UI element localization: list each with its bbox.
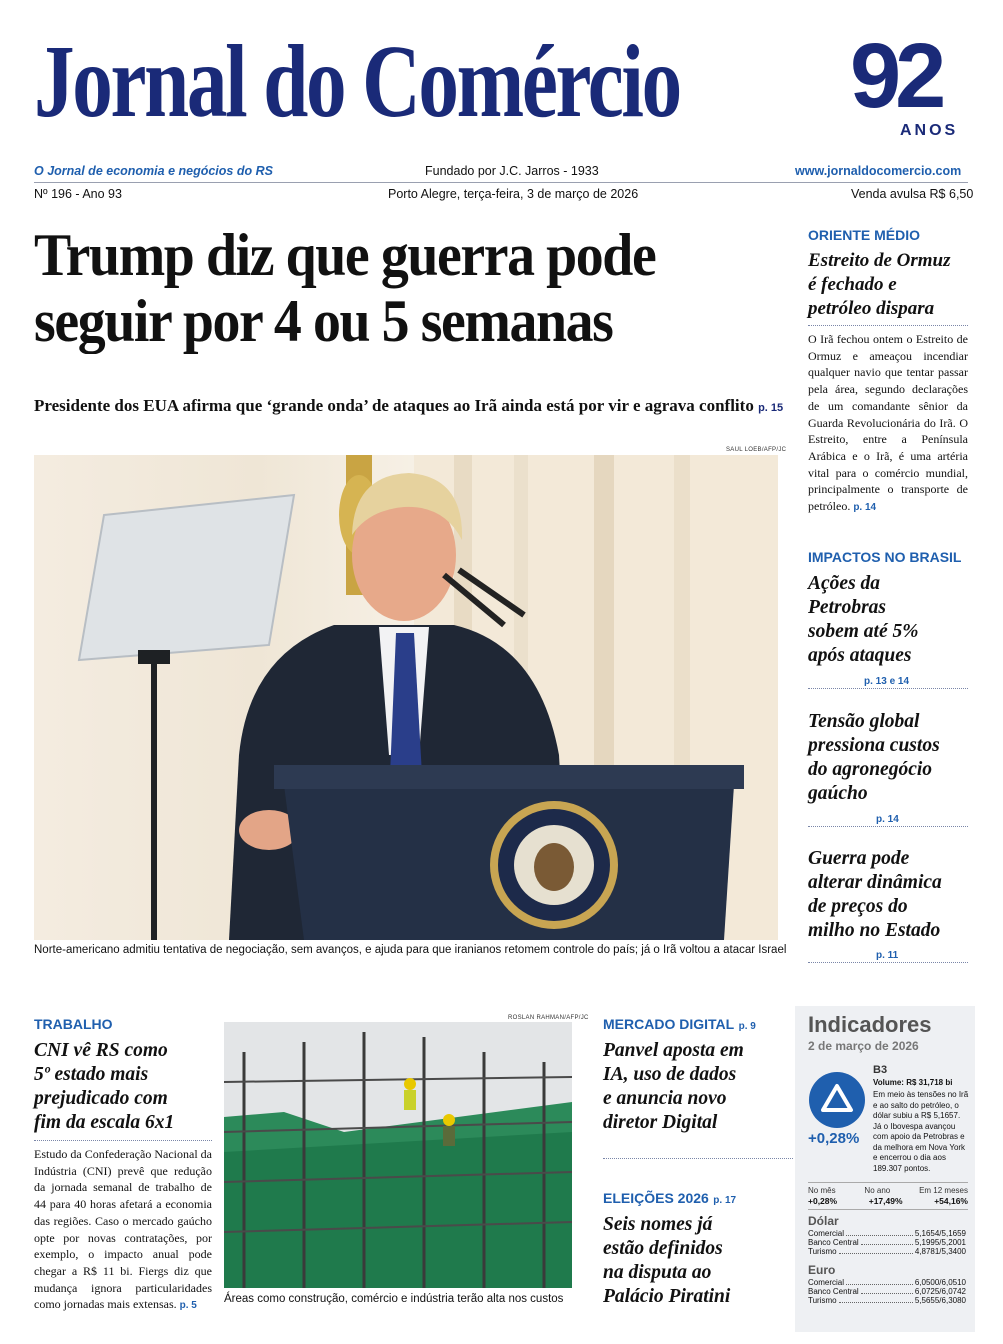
- lead-headline-line: Trump diz que guerra pode: [34, 222, 656, 288]
- row-value: 5,1995/5,2001: [914, 1238, 966, 1247]
- price: Venda avulsa R$ 6,50: [851, 187, 974, 201]
- work-photo-credit: ROSLAN RAHMAN/AFP/JC: [508, 1015, 589, 1021]
- dolar-table: [808, 1229, 966, 1256]
- headline-line: na disputa ao: [603, 1262, 712, 1283]
- issue-number: Nº 196 - Ano 93: [34, 187, 122, 201]
- euro-table: [808, 1278, 966, 1305]
- b3-volume: [873, 1078, 952, 1089]
- oriente-body-text: O Irã fechou ontem o Estreito de Ormuz e ameaçou incendiar qualquer navio que tentar passar pela área, segundo declarações de um comandante sênior da Guarda Revolucionária do Irã. O Estreito, entre a Península Arábica e o Irã, é uma artéria vital para o comércio mundial, principalmente o transporte de petróleo.: [808, 332, 968, 514]
- work-photo-illustration: [224, 1022, 572, 1288]
- indicators-title: Indicadores: [808, 1012, 932, 1037]
- row-value: 6,0725/6,0742: [914, 1287, 966, 1296]
- oriente-headline-line: petróleo dispara: [808, 298, 935, 319]
- trabalho-body: [34, 1146, 212, 1315]
- period-label: No mês: [808, 1186, 836, 1195]
- lead-photo-credit: SAUL LOEB/AFP/JC: [726, 447, 787, 453]
- b3-text: Em meio às tensões no Irã e ao salto do petróleo, o dólar subiu a R$ 5,1657. Já o Ibovespa avançou com apoio da Petrobras e da melhora em Nova York e encerrou o dia aos 189.307 pontos.: [873, 1090, 969, 1173]
- period-labels: [808, 1182, 968, 1195]
- headline-line: 5º estado mais: [34, 1064, 149, 1085]
- impactos-story-3-page-ref[interactable]: p. 11: [876, 950, 899, 961]
- trabalho-divider: [34, 1140, 212, 1141]
- trabalho-kicker[interactable]: TRABALHO: [34, 1016, 113, 1032]
- indicators-date: 2 de março de 2026: [808, 1039, 919, 1053]
- period-label: No ano: [864, 1186, 891, 1195]
- headline-line: estão definidos: [603, 1238, 723, 1259]
- headline-line: Tensão global: [808, 711, 920, 732]
- trabalho-body-text: Estudo da Confederação Nacional da Indústria (CNI) prevê que redução da jornada semanal de trabalho de 44 para 40 horas afetará a economia das regiões. Caso o mercado gaúcho opte por novas contratações, por exemplo, o impacto anual pode chegar a R$ 11 bi. Fiergs diz que mudança ignora particularidades como jornadas mais extensas.: [34, 1147, 212, 1312]
- oriente-page-ref[interactable]: p. 14: [853, 502, 877, 514]
- row-value: 6,0500/6,0510: [914, 1278, 966, 1287]
- impactos-story-2-headline[interactable]: [808, 710, 978, 806]
- work-photo: [224, 1022, 572, 1288]
- headline-line: fim da escala 6x1: [34, 1112, 175, 1133]
- oriente-headline-line: Estreito de Ormuz: [808, 250, 951, 271]
- founded-line: Fundado por J.C. Jarros - 1933: [425, 164, 599, 178]
- work-photo-caption: Áreas como construção, comércio e indústria terão alta nos custos: [224, 1293, 564, 1305]
- headline-line: de preços do: [808, 896, 908, 917]
- lead-caption: Norte-americano admitiu tentativa de negociação, sem avanços, e ajuda para que iranianos retomem controle do país; já o Irã voltou a atacar Israel: [34, 944, 787, 956]
- table-row: [808, 1229, 966, 1238]
- headline-line: após ataques: [808, 645, 912, 666]
- b3-change: +0,28%: [808, 1130, 860, 1147]
- table-row: [808, 1287, 966, 1296]
- headline-line: Seis nomes já: [603, 1214, 713, 1235]
- table-row: [808, 1247, 966, 1256]
- eleicoes-kicker-row[interactable]: [603, 1190, 736, 1208]
- mercado-divider: [603, 1158, 793, 1159]
- impactos-story-2-page-ref[interactable]: p. 14: [876, 814, 899, 825]
- impactos-kicker[interactable]: IMPACTOS NO BRASIL: [808, 549, 962, 565]
- oriente-divider: [808, 325, 968, 326]
- trabalho-headline[interactable]: [34, 1039, 219, 1135]
- mercado-kicker: MERCADO DIGITAL: [603, 1016, 735, 1032]
- mercado-page-ref: p. 9: [738, 1021, 756, 1032]
- headline-line: diretor Digital: [603, 1112, 718, 1133]
- oriente-headline-line: é fechado e: [808, 274, 897, 295]
- row-name: Banco Central: [808, 1287, 859, 1296]
- row-name: Turismo: [808, 1296, 837, 1305]
- impactos-story-1-headline[interactable]: [808, 572, 978, 668]
- divider: [808, 826, 968, 827]
- lead-subhead: [34, 396, 794, 416]
- impactos-story-1-page-ref[interactable]: p. 13 e 14: [864, 676, 910, 687]
- lead-page-ref[interactable]: p. 15: [758, 402, 784, 414]
- eleicoes-kicker: ELEIÇÕES 2026: [603, 1190, 709, 1206]
- headline-line: IA, uso de dados: [603, 1064, 737, 1085]
- period-value: +17,49%: [868, 1196, 903, 1206]
- headline-line: Palácio Piratini: [603, 1286, 731, 1307]
- euro-label: Euro: [808, 1263, 836, 1277]
- divider: [808, 688, 968, 689]
- headline-line: Panvel aposta em: [603, 1040, 744, 1061]
- b3-label: B3: [873, 1064, 888, 1076]
- mercado-headline[interactable]: [603, 1039, 793, 1135]
- period-values: [808, 1196, 968, 1210]
- headline-line: milho no Estado: [808, 920, 941, 941]
- headline-line: e anuncia novo: [603, 1088, 727, 1109]
- anniversary-label: ANOS: [900, 122, 959, 139]
- anniversary-number: 92: [850, 25, 941, 127]
- volume-value: R$ 31,718 bi: [906, 1078, 953, 1087]
- tagline: O Jornal de economia e negócios do RS: [34, 164, 273, 178]
- lead-photo-illustration: [34, 455, 778, 940]
- trabalho-page-ref[interactable]: p. 5: [179, 1300, 197, 1312]
- headline-line: Ações da: [808, 573, 881, 594]
- divider: [808, 962, 968, 963]
- headline-line: Guerra pode: [808, 848, 910, 869]
- headline-line: prejudicado com: [34, 1088, 168, 1109]
- eleicoes-page-ref: p. 17: [713, 1195, 737, 1206]
- masthead-title: Jornal do Comércio: [34, 24, 680, 139]
- headline-line: alterar dinâmica: [808, 872, 942, 893]
- lead-photo: [34, 455, 778, 940]
- eleicoes-headline[interactable]: [603, 1213, 793, 1309]
- table-row: [808, 1238, 966, 1247]
- website-link[interactable]: www.jornaldocomercio.com: [795, 164, 962, 178]
- headline-line: gaúcho: [808, 783, 868, 804]
- row-name: Banco Central: [808, 1238, 859, 1247]
- headline-line: sobem até 5%: [808, 621, 919, 642]
- period-value: +54,16%: [934, 1196, 968, 1206]
- period-value: +0,28%: [808, 1196, 838, 1206]
- oriente-kicker[interactable]: ORIENTE MÉDIO: [808, 227, 921, 243]
- mercado-kicker-row[interactable]: [603, 1016, 756, 1034]
- row-name: Turismo: [808, 1247, 837, 1256]
- lead-headline[interactable]: [34, 222, 741, 354]
- row-value: 5,5655/6,3080: [914, 1296, 966, 1305]
- oriente-headline[interactable]: [808, 249, 978, 321]
- row-value: 4,8781/5,3400: [914, 1247, 966, 1256]
- impactos-story-3-headline[interactable]: [808, 847, 978, 943]
- table-row: [808, 1296, 966, 1305]
- b3-up-arrow-icon: [809, 1072, 865, 1128]
- table-row: [808, 1278, 966, 1287]
- period-label: Em 12 meses: [919, 1186, 968, 1195]
- headline-line: pressiona custos: [808, 735, 940, 756]
- row-value: 5,1654/5,1659: [914, 1229, 966, 1238]
- row-name: Comercial: [808, 1229, 845, 1238]
- lead-subhead-text: Presidente dos EUA afirma que ‘grande onda’ de ataques ao Irã ainda está por vir e agrava conflito: [34, 396, 754, 415]
- headline-line: CNI vê RS como: [34, 1040, 168, 1061]
- headline-line: Petrobras: [808, 597, 886, 618]
- headline-line: do agronegócio: [808, 759, 933, 780]
- row-name: Comercial: [808, 1278, 845, 1287]
- dolar-label: Dólar: [808, 1214, 839, 1228]
- volume-label: Volume:: [873, 1078, 904, 1087]
- oriente-body: [808, 331, 968, 517]
- masthead-divider: [34, 182, 968, 183]
- dateline: Porto Alegre, terça-feira, 3 de março de 2026: [388, 187, 639, 201]
- lead-headline-line: seguir por 4 ou 5 semanas: [34, 288, 613, 354]
